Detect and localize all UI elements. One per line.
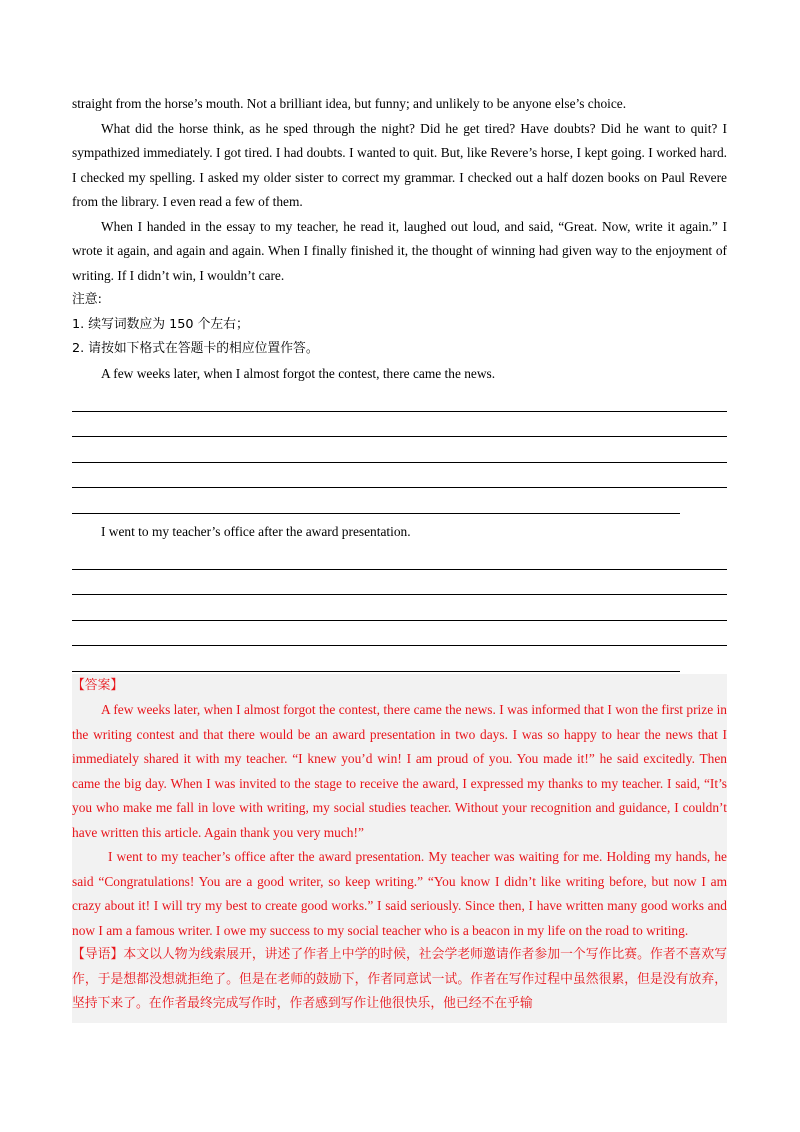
guide-paragraph [72, 943, 727, 1017]
answer-paragraph-1: A few weeks later, when I almost forgot the contest, there came the news. I was informed that I won the first prize in the writing contest and that there would be an award presentation in two days. I was so happy to hear the news that I immediately shared it with my teacher. “I knew you’d win! I am proud of you. You made it!” he said excitedly. Then came the big day. When I was invited to the stage to receive the award, I expressed my thanks to my teacher. I said, “It’s you who make me fall in love with writing, my social studies teacher. Without your recognition and guidance, I couldn’t have written this article. Again thank you very much!” [72, 702, 727, 840]
answer-section [72, 674, 727, 1023]
writing-line [72, 595, 727, 621]
writing-line [72, 386, 727, 412]
guide-text: 本文以人物为线索展开，讲述了作者上中学的时候，社会学老师邀请作者参加一个写作比赛。作者不喜欢写作，于是想都没想就拒绝了。但是在老师的鼓励下，作者同意试一试。作者在写作过程中虽然很累，但是没有放弃，坚持下来了。在作者最终完成写作时，作者感到写作让他很快乐，他已经不在乎输 [72, 947, 728, 1011]
writing-line [72, 570, 727, 596]
writing-line [72, 621, 727, 647]
answer-lines-2 [72, 544, 727, 672]
passage-paragraph-1: straight from the horse’s mouth. Not a brilliant idea, but funny; and unlikely to be anyone else’s choice. [72, 96, 627, 111]
document-page [72, 92, 727, 1023]
answer-paragraph-2: I went to my teacher’s office after the award presentation. My teacher was waiting for me. Holding my hands, he said “Congratulations! You are a good writer, so keep writing.” “You know I didn’t like writing before, but now I am crazy about it! I will try my best to create good works.” I said seriously. Since then, I have written many good works and now I am a famous writer. I owe my success to my social teacher who is a beacon in my life on the road to writing. [72, 849, 727, 938]
notes-item-2: 2. 请按如下格式在答题卡的相应位置作答。 [72, 341, 319, 356]
writing-line [72, 412, 727, 438]
writing-line [72, 463, 727, 489]
notes-item-1: 1. 续写词数应为 150 个左右； [72, 316, 249, 332]
writing-line [72, 544, 727, 570]
passage-paragraph-3: When I handed in the essay to my teacher, he read it, laughed out loud, and said, “Great. Now, write it again.” I wrote it again, and again and again. When I finally finished it, the thought of winning had given way to the enjoyment of writing. If I didn’t win, I wouldn’t care. [72, 218, 727, 283]
answer-label: 【答案】 [72, 677, 124, 693]
passage-paragraph-2: What did the horse think, as he sped through the night? Did he get tired? Have doubts? Did he want to quit? I sympathized immediately. I got tired. I had doubts. I wanted to quit. But, like Revere’s horse, I kept going. I worked hard. I checked my spelling. I asked my older sister to correct my grammar. I checked out a half dozen books on Paul Revere from the library. I even read a few of them. [72, 120, 727, 209]
writing-line [72, 646, 680, 672]
prompt-first: A few weeks later, when I almost forgot the contest, there came the news. [101, 365, 496, 381]
notes-heading: 注意: [72, 292, 102, 307]
prompt-second: I went to my teacher’s office after the award presentation. [101, 523, 411, 539]
guide-label: 【导语】 [72, 947, 124, 962]
writing-line [72, 488, 680, 514]
answer-lines-1 [72, 386, 727, 514]
writing-line [72, 437, 727, 463]
